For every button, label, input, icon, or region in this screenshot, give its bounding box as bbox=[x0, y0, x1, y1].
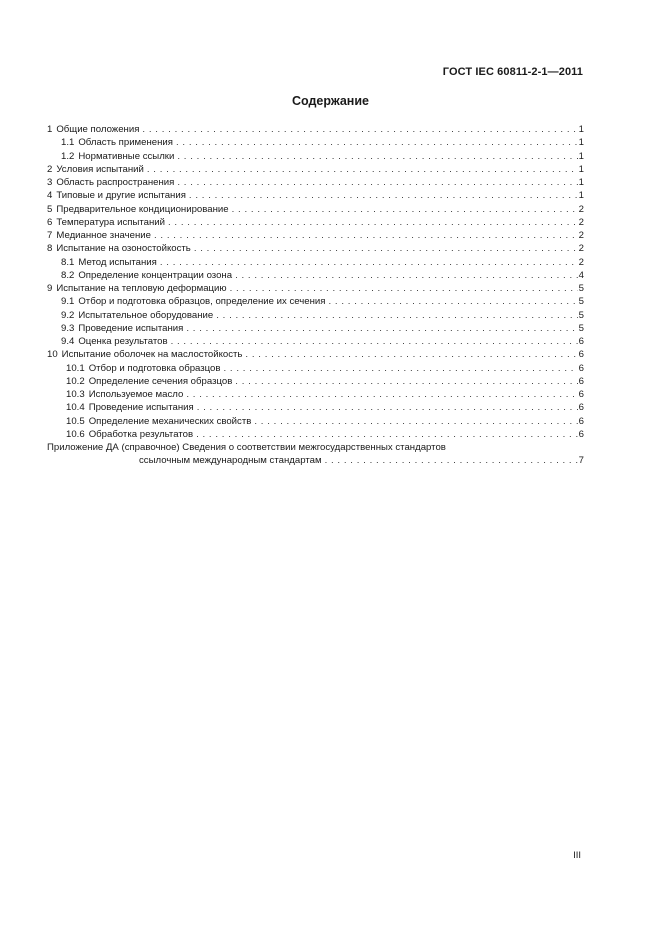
toc-entry-title: Обработка результатов bbox=[88, 428, 194, 440]
toc-entry-number: 8 bbox=[47, 243, 53, 255]
dot-leader bbox=[194, 242, 578, 255]
toc-entry-page: 5 bbox=[578, 322, 584, 334]
toc-entry-title: Определение сечения образцов bbox=[88, 375, 233, 387]
dot-leader bbox=[216, 309, 577, 322]
toc-entry[interactable] bbox=[47, 428, 584, 441]
toc-entry-title: Определение механических свойств bbox=[88, 415, 252, 427]
toc-entry-page: 6 bbox=[578, 415, 584, 427]
toc-entry-number: 9.1 bbox=[61, 296, 75, 308]
toc-entry[interactable] bbox=[47, 269, 584, 282]
toc-entry-title: Отбор и подготовка образцов, определение их сечения bbox=[78, 296, 326, 308]
toc-entry[interactable] bbox=[47, 362, 584, 375]
toc-entry-page: 6 bbox=[578, 362, 584, 374]
toc-entry-title: Типовые и другие испытания bbox=[56, 190, 186, 202]
toc-entry-title: Нормативные ссылки bbox=[78, 150, 175, 162]
toc-appendix-entry[interactable] bbox=[47, 441, 584, 468]
dot-leader bbox=[196, 428, 578, 441]
toc-entry-title: Испытание на тепловую деформацию bbox=[56, 283, 227, 294]
dot-leader bbox=[328, 295, 577, 308]
toc-entry-title: Проведение испытания bbox=[88, 402, 194, 414]
appendix-title-line1: Приложение ДА (справочное) Сведения о соответствии межгосударственных стандартов bbox=[47, 442, 446, 453]
toc-entry-title: Условия испытаний bbox=[56, 163, 144, 175]
toc-entry[interactable] bbox=[47, 388, 584, 401]
page-title: Содержание bbox=[291, 94, 369, 108]
dot-leader bbox=[171, 335, 578, 348]
toc-entry-title: Испытательное оборудование bbox=[78, 309, 214, 321]
dot-leader bbox=[176, 136, 578, 149]
toc-entry[interactable] bbox=[47, 189, 584, 202]
toc-entry-page: 5 bbox=[578, 296, 584, 308]
toc-entry-page: 4 bbox=[578, 269, 584, 281]
toc-entry-page: 6 bbox=[578, 389, 584, 400]
toc-entry-page: 6 bbox=[578, 375, 584, 387]
dot-leader bbox=[197, 401, 578, 414]
toc-entry-number: 10.6 bbox=[66, 428, 85, 440]
toc-entry[interactable] bbox=[47, 309, 584, 322]
dot-leader bbox=[245, 348, 577, 361]
toc-entry[interactable] bbox=[47, 322, 584, 335]
toc-entry-title: Область применения bbox=[78, 137, 173, 149]
toc-entry-number: 1 bbox=[47, 124, 53, 135]
dot-leader bbox=[168, 216, 578, 229]
toc-entry-title: Медианное значение bbox=[56, 230, 151, 241]
dot-leader bbox=[177, 150, 577, 163]
toc-entry-number: 1.2 bbox=[61, 150, 75, 162]
dot-leader bbox=[142, 123, 577, 136]
toc-entry-title: Определение концентрации озона bbox=[78, 269, 233, 281]
dot-leader bbox=[325, 454, 578, 467]
toc-entry[interactable] bbox=[47, 295, 584, 308]
toc-entry[interactable] bbox=[47, 242, 584, 255]
toc-entry-number: 3 bbox=[47, 177, 53, 188]
dot-leader bbox=[235, 375, 577, 388]
toc-entry-page: 2 bbox=[578, 203, 584, 215]
toc-entry-number: 10.4 bbox=[66, 402, 85, 414]
toc-entry-title: Проведение испытания bbox=[78, 322, 184, 334]
toc-entry[interactable] bbox=[47, 216, 584, 229]
toc-entry-title: Метод испытания bbox=[78, 256, 157, 268]
toc-entry-page: 6 bbox=[578, 402, 584, 414]
toc-entry-page: 6 bbox=[578, 428, 584, 440]
page-number: III bbox=[573, 850, 581, 861]
toc-entry-number: 9 bbox=[47, 283, 53, 294]
dot-leader bbox=[186, 322, 577, 335]
toc-entry-title: Область распространения bbox=[56, 177, 175, 188]
appendix-title-line2: ссылочным международным стандартам bbox=[139, 455, 322, 467]
toc-entry-page: 1 bbox=[578, 124, 584, 135]
toc-entry-number: 1.1 bbox=[61, 137, 75, 149]
dot-leader bbox=[186, 388, 577, 401]
toc-entry-number: 6 bbox=[47, 216, 53, 228]
toc-entry-title: Предварительное кондиционирование bbox=[56, 203, 229, 215]
dot-leader bbox=[189, 189, 578, 202]
toc-entry-number: 10 bbox=[47, 349, 58, 361]
dot-leader bbox=[230, 282, 578, 295]
dot-leader bbox=[232, 203, 578, 216]
toc-entry-title: Температура испытаний bbox=[56, 216, 165, 228]
toc-entry[interactable] bbox=[47, 335, 584, 348]
toc-entry-page: 1 bbox=[578, 137, 584, 149]
dot-leader bbox=[147, 163, 578, 176]
dot-leader bbox=[223, 362, 577, 375]
toc-entry-title: Отбор и подготовка образцов bbox=[88, 362, 221, 374]
toc-entry-page: 1 bbox=[578, 190, 584, 202]
toc-entry[interactable] bbox=[47, 282, 584, 295]
toc-entry-title: Оценка результатов bbox=[78, 336, 168, 347]
document-code: ГОСТ IEC 60811-2-1—2011 bbox=[442, 66, 583, 78]
toc-entry-page: 1 bbox=[578, 177, 584, 188]
toc-entry-title: Испытание на озоностойкость bbox=[56, 243, 191, 255]
toc-entry[interactable] bbox=[47, 203, 584, 216]
toc-entry-page: 5 bbox=[578, 309, 584, 321]
dot-leader bbox=[177, 176, 577, 189]
toc-entry[interactable] bbox=[47, 229, 584, 242]
toc-entry-title: Испытание оболочек на маслостойкость bbox=[61, 349, 243, 361]
toc-entry-number: 7 bbox=[47, 230, 53, 241]
dot-leader bbox=[160, 256, 578, 269]
toc-entry-number: 5 bbox=[47, 203, 53, 215]
toc-entry-number: 4 bbox=[47, 190, 53, 202]
toc-entry-page: 2 bbox=[578, 256, 584, 268]
dot-leader bbox=[235, 269, 578, 282]
toc-entry-number: 9.2 bbox=[61, 309, 75, 321]
table-of-contents bbox=[47, 123, 584, 468]
toc-entry-page: 6 bbox=[578, 349, 584, 361]
toc-entry[interactable] bbox=[47, 150, 584, 163]
toc-entry-page: 2 bbox=[578, 243, 584, 255]
toc-entry-title: Используемое масло bbox=[88, 389, 184, 400]
dot-leader bbox=[154, 229, 578, 242]
toc-entry[interactable] bbox=[47, 375, 584, 388]
toc-entry[interactable] bbox=[47, 176, 584, 189]
toc-entry-number: 10.3 bbox=[66, 389, 85, 400]
toc-entry-number: 10.5 bbox=[66, 415, 85, 427]
toc-entry-page: 2 bbox=[578, 216, 584, 228]
toc-entry-number: 9.3 bbox=[61, 322, 75, 334]
toc-entry[interactable] bbox=[47, 136, 584, 149]
toc-entry-page: 1 bbox=[578, 150, 584, 162]
toc-entry-page: 5 bbox=[578, 283, 584, 294]
toc-entry-number: 9.4 bbox=[61, 336, 75, 347]
toc-entry[interactable] bbox=[47, 123, 584, 136]
toc-entry[interactable] bbox=[47, 163, 584, 176]
toc-entry[interactable] bbox=[47, 348, 584, 361]
toc-entry[interactable] bbox=[47, 415, 584, 428]
toc-entry[interactable] bbox=[47, 256, 584, 269]
toc-entry-page: 2 bbox=[578, 230, 584, 241]
toc-entry[interactable] bbox=[47, 401, 584, 414]
dot-leader bbox=[254, 415, 577, 428]
toc-entry-number: 8.1 bbox=[61, 256, 75, 268]
toc-entry-number: 2 bbox=[47, 163, 53, 175]
toc-entry-page: 1 bbox=[578, 163, 584, 175]
toc-entry-number: 10.2 bbox=[66, 375, 85, 387]
appendix-page-number: 7 bbox=[578, 455, 584, 467]
toc-entry-page: 6 bbox=[578, 336, 584, 347]
toc-entry-title: Общие положения bbox=[56, 124, 140, 135]
toc-entry-number: 8.2 bbox=[61, 269, 75, 281]
toc-entry-number: 10.1 bbox=[66, 362, 85, 374]
